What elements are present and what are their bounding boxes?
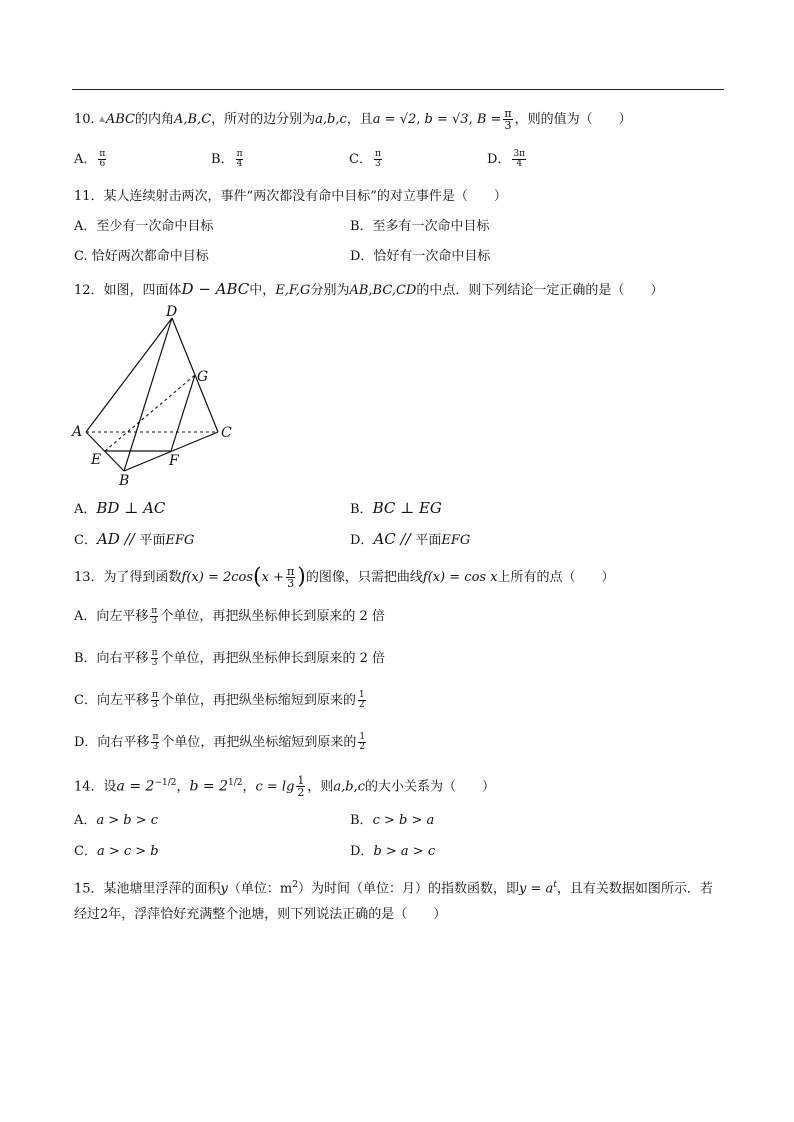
question-13-stem: 13．为了得到函数f(x) = 2cos(x + $\frac{\pi}{3}$ )的图像，只需把曲线f(x) = cos x上所有的点（ ） <box>74 564 615 590</box>
q11-option-c[interactable]: C. 恰好两次都命中目标 <box>74 249 209 264</box>
question-15-line-1: 15．某池塘里浮萍的面积y（单位：$m^2$）为时间（单位：月）的指数函数，即$y = a^t$，且有关数据如图所示．若 <box>74 880 713 897</box>
q10-option-d[interactable]: D． $\frac{3\pi}{4}$ <box>487 149 526 169</box>
q11-option-b[interactable]: B．至多有一次命中目标 <box>350 219 490 234</box>
triangle-icon <box>99 116 105 122</box>
q12-option-a[interactable]: A．BD ⊥ AC <box>74 499 166 517</box>
label-B: B <box>119 473 130 489</box>
question-11-stem: 11．某人连续射击两次，事件“两次都没有命中目标”的对立事件是（ ） <box>74 189 507 204</box>
edge-DA <box>86 318 172 432</box>
q13-option-a[interactable]: A．向左平移 $\frac{\pi}{3}$ 个单位，再把纵坐标伸长到原来的 2 倍 <box>74 606 385 626</box>
label-G: G <box>197 369 209 385</box>
question-10-stem: 10. ABC的内角A,B,C，所对的边分别为a,b,c，且a = √2, b = √3, B = $\frac{\pi}{3}$ ，则的值为（ ） <box>74 107 632 132</box>
q14-option-a[interactable]: A．a > b > c <box>74 813 159 828</box>
q13-option-c[interactable]: C．向左平移 $\frac{\pi}{3}$ 个单位，再把纵坐标缩短到原来的 $\frac{1}{2}$ <box>74 690 365 710</box>
label-A: A <box>72 424 83 440</box>
label-D: D <box>166 304 178 320</box>
q14-option-d[interactable]: D．b > a > c <box>350 844 436 859</box>
q14-option-b[interactable]: B．c > b > a <box>350 813 435 828</box>
question-14-stem: 14．设$a = 2^{-1/2}$，$b = 2^{1/2}$，c = lg $\frac{1}{2}$ ，则a,b,c的大小关系为（ ） <box>74 774 496 800</box>
q13-option-b[interactable]: B．向右平移 $\frac{\pi}{3}$ 个单位，再把纵坐标伸长到原来的 2 倍 <box>74 648 386 668</box>
q11-option-a[interactable]: A．至少有一次命中目标 <box>74 219 214 234</box>
q14-option-c[interactable]: C．a > c > b <box>74 844 159 859</box>
edge-DB <box>124 318 172 471</box>
q12-option-d[interactable]: D．AC // 平面EFG <box>350 530 471 548</box>
q10-option-c[interactable]: C． $\frac{\pi}{3}$ <box>349 149 381 169</box>
q11-option-d[interactable]: D．恰好有一次命中目标 <box>350 249 491 264</box>
question-15-line-2: 经过2年，浮萍恰好充满整个池塘，则下列说法正确的是（ ） <box>74 907 447 922</box>
q10-option-a[interactable]: A． $\frac{\pi}{6}$ <box>74 149 106 169</box>
fraction: $\frac{\pi}{3}$ <box>504 107 512 132</box>
label-C: C <box>221 425 232 441</box>
q12-option-c[interactable]: C．AD // 平面EFG <box>74 530 195 548</box>
label-F: F <box>169 453 179 469</box>
label-E: E <box>91 452 102 468</box>
question-12-stem: 12．如图，四面体D − ABC中，E,F,G分别为AB,BC,CD的中点．则下列结论一定正确的是（ ） <box>74 280 664 298</box>
q10-option-b[interactable]: B． $\frac{\pi}{4}$ <box>211 149 243 169</box>
segment-FG <box>171 375 195 451</box>
q12-option-b[interactable]: B．BC ⊥ EG <box>350 499 442 517</box>
q13-option-d[interactable]: D．向右平移 $\frac{\pi}{3}$ 个单位，再把纵坐标缩短到原来的 $\frac{1}{2}$ <box>74 732 366 752</box>
header-rule <box>72 89 724 90</box>
tetrahedron-figure <box>66 304 246 490</box>
